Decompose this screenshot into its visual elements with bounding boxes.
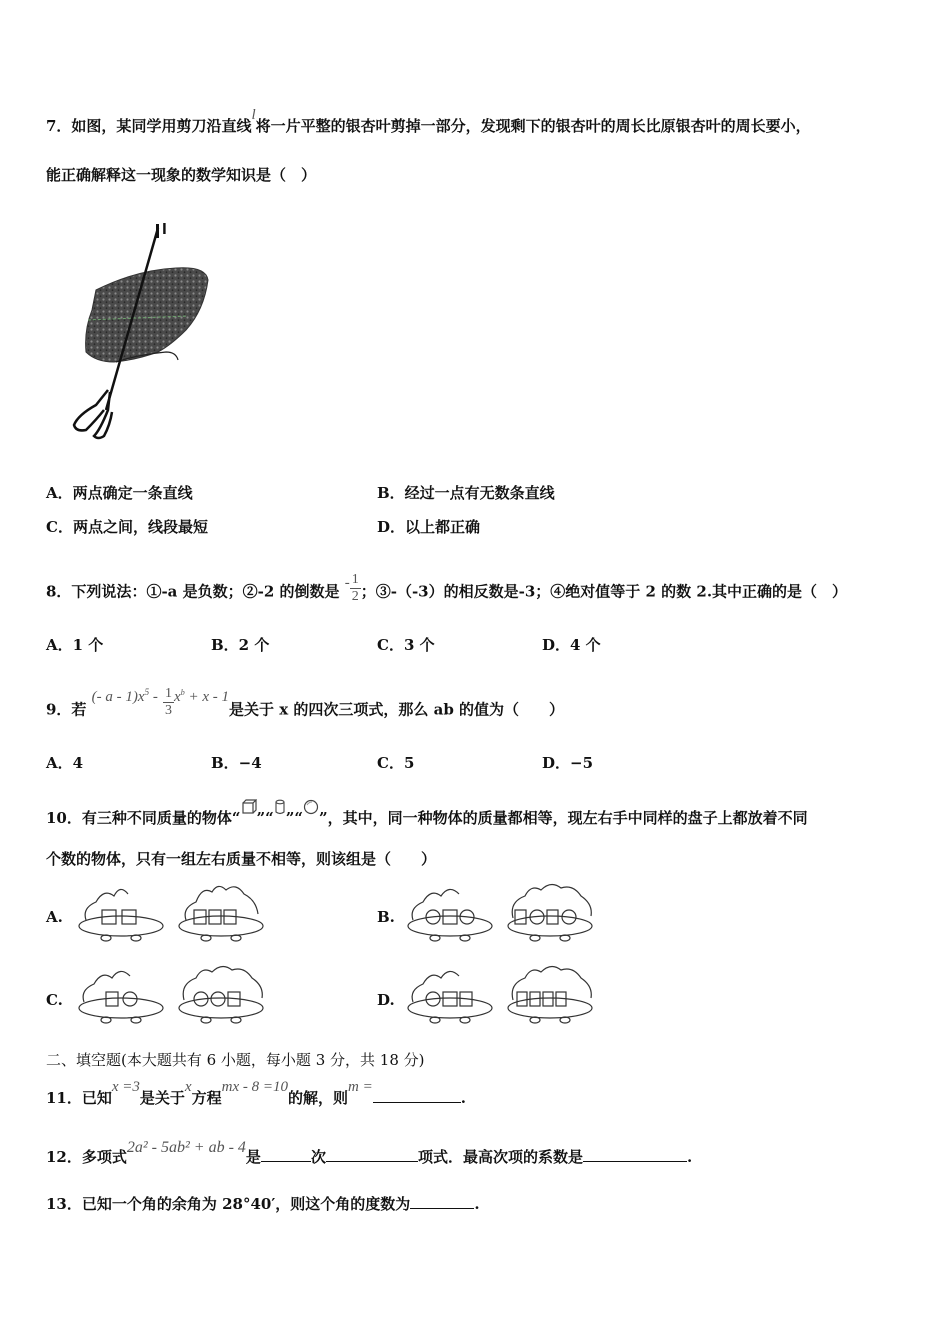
q8-stem bbox=[46, 572, 848, 609]
q10-stem-line2: 个数的物体，只有一组左右质量不相等，则该组是（ ） bbox=[46, 850, 437, 868]
q11-stem-part-d: 的解，则 bbox=[287, 1089, 348, 1107]
q10-option-c-plates bbox=[76, 962, 271, 1032]
q7-stem-part-b: 将一片平整的银杏叶剪掉一部分，发现剩下的银杏叶的周长比原银杏叶的周长要小， bbox=[255, 117, 811, 135]
q11-var-m: m = bbox=[347, 1079, 373, 1095]
q12-end: . bbox=[686, 1148, 693, 1166]
q9-fraction bbox=[163, 686, 174, 719]
q12-degree-blank[interactable] bbox=[261, 1147, 311, 1162]
q7-option-c: C．两点之间，线段最短 bbox=[46, 518, 208, 536]
line-l-marker bbox=[156, 224, 159, 238]
q13-stem bbox=[46, 1194, 480, 1214]
q7-var-l: l bbox=[251, 107, 256, 123]
q12-stem-part-c: 次 bbox=[310, 1148, 326, 1166]
cube-icon bbox=[241, 799, 257, 815]
q8-frac-sign: - bbox=[344, 574, 350, 591]
q10-option-b-plates bbox=[405, 880, 600, 950]
q8-option-d: D．4 个 bbox=[542, 636, 601, 654]
q12-stem bbox=[46, 1139, 693, 1168]
q11-var-x: x bbox=[184, 1079, 192, 1095]
q7-option-d: D．以上都正确 bbox=[377, 518, 481, 536]
q11-end: . bbox=[460, 1089, 466, 1107]
q11-stem bbox=[46, 1079, 466, 1109]
q11-stem-part-c: 方程 bbox=[191, 1089, 222, 1107]
q12-stem-part-a: 12．多项式 bbox=[46, 1148, 127, 1166]
sphere-icon bbox=[303, 799, 319, 815]
q10-option-d-plates bbox=[405, 962, 600, 1032]
q8-stem-part-a: 8．下列说法：①-a 是负数；②-2 的倒数是 bbox=[46, 582, 340, 601]
q9-option-c: C．5 bbox=[377, 754, 415, 772]
q9-expr-b: x bbox=[174, 688, 181, 705]
q8-fraction bbox=[350, 572, 361, 605]
q8-option-c: C．3 个 bbox=[377, 636, 435, 654]
q8-option-a: A．1 个 bbox=[46, 636, 104, 654]
q12-stem-part-d: 项式．最高次项的系数是 bbox=[417, 1148, 583, 1166]
q8-stem-part-b: ；③-（-3）的相反数是-3；④绝对值等于 2 的数 2.其中正确的是（ ） bbox=[360, 582, 848, 601]
q9-frac-num: 1 bbox=[165, 686, 173, 701]
q10-sep1: ”“ bbox=[256, 809, 274, 827]
q10-sep2: ”“ bbox=[285, 809, 304, 827]
q9-frac-den: 3 bbox=[165, 703, 173, 718]
q9-stem bbox=[46, 686, 565, 727]
q9-exp-b: b bbox=[180, 687, 185, 697]
section2-heading: 二、填空题(本大题共有 6 小题，每小题 3 分，共 18 分) bbox=[46, 1051, 425, 1069]
q11-stem-part-a: 11．已知 bbox=[46, 1089, 112, 1107]
q7-option-b: B．经过一点有无数条直线 bbox=[377, 484, 555, 502]
q13-answer-blank[interactable] bbox=[410, 1194, 474, 1209]
q9-exp-5: 5 bbox=[144, 686, 150, 697]
q9-expr-minus: - bbox=[149, 688, 158, 705]
q9-option-d: D．−5 bbox=[542, 754, 594, 772]
q13-stem-text: 13．已知一个角的余角为 28°40′，则这个角的度数为 bbox=[46, 1195, 411, 1213]
q12-coefficient-blank[interactable] bbox=[583, 1147, 687, 1162]
q9-option-a: A．4 bbox=[46, 754, 84, 772]
q10-stem-part-b: ”，其中，同一种物体的质量都相等，现左右手中同样的盘子上都放着不同 bbox=[319, 809, 808, 827]
q10-option-c-label: C. bbox=[46, 991, 63, 1009]
q12-polynomial: 2a² - 5ab² + ab - 4 bbox=[126, 1139, 246, 1156]
q12-terms-blank[interactable] bbox=[326, 1147, 418, 1162]
q10-option-b-label: B. bbox=[377, 908, 395, 926]
q11-expr-x: x =3 bbox=[111, 1079, 140, 1095]
q9-expr-a: (- a - 1)x bbox=[91, 688, 145, 705]
q11-answer-blank[interactable] bbox=[373, 1088, 461, 1103]
q7-stem-line1 bbox=[46, 107, 811, 137]
q9-stem-part-b: 是关于 x 的四次三项式，那么 ab 的值为（ ） bbox=[229, 700, 565, 719]
cylinder-icon bbox=[274, 799, 286, 815]
q9-stem-part-a: 9．若 bbox=[46, 700, 87, 719]
q10-option-a-label: A. bbox=[46, 908, 63, 926]
q9-expr-c: + x - 1 bbox=[184, 688, 229, 705]
q9-expression bbox=[91, 686, 229, 718]
q7-option-a: A．两点确定一条直线 bbox=[46, 484, 193, 502]
q8-frac-num: 1 bbox=[351, 572, 359, 587]
figure-label-l: l bbox=[162, 222, 167, 238]
q10-stem-part-a: 10．有三种不同质量的物体“ bbox=[46, 809, 241, 827]
q8-frac-den: 2 bbox=[351, 589, 359, 604]
q10-stem-line1 bbox=[46, 799, 808, 828]
q8-option-b: B．2 个 bbox=[211, 636, 270, 654]
q13-end: . bbox=[474, 1195, 480, 1213]
q12-stem-part-b: 是 bbox=[245, 1148, 261, 1166]
q10-option-d-label: D. bbox=[377, 991, 395, 1009]
q7-stem-part-a: 7．如图，某同学用剪刀沿直线 bbox=[46, 117, 252, 135]
q11-equation: mx - 8 =10 bbox=[221, 1079, 288, 1095]
ginkgo-leaf-scissors-figure bbox=[66, 220, 216, 445]
q7-stem-line2: 能正确解释这一现象的数学知识是（ ） bbox=[46, 166, 317, 184]
q9-option-b: B．−4 bbox=[211, 754, 262, 772]
q11-stem-part-b: 是关于 bbox=[139, 1089, 185, 1107]
q10-option-a-plates bbox=[76, 880, 271, 950]
